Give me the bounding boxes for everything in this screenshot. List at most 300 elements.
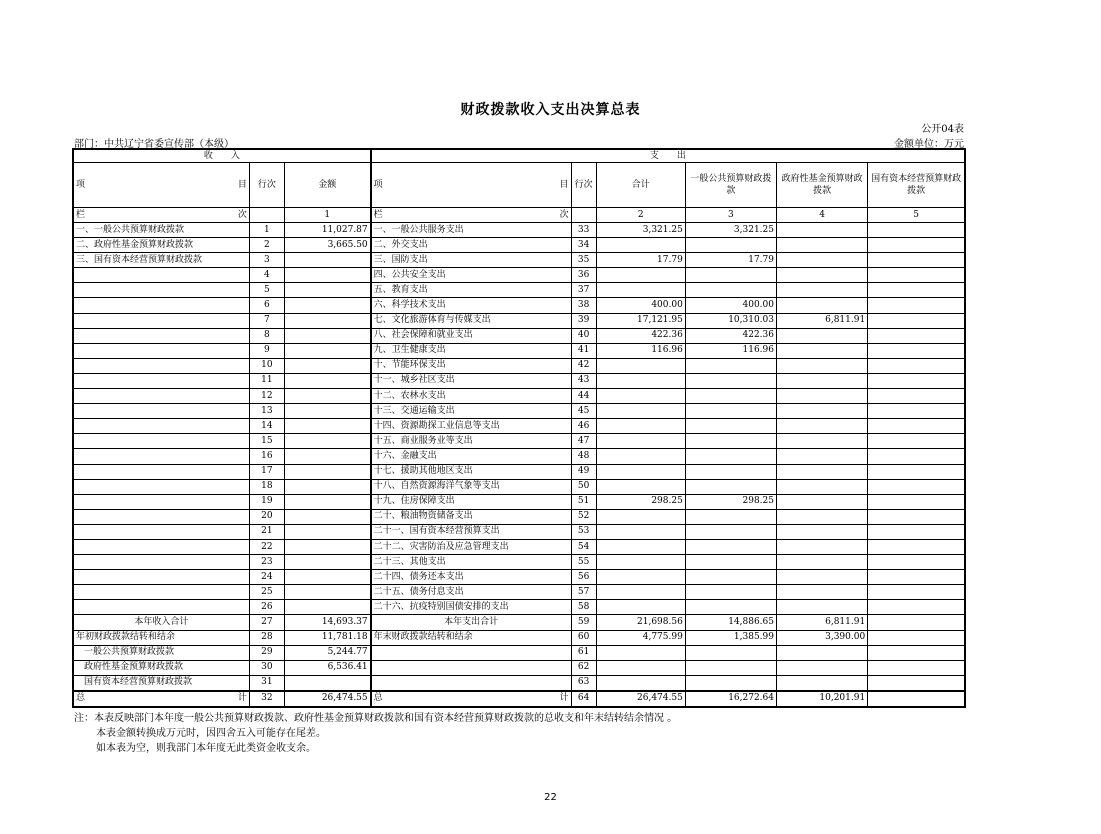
expense-item: 三、国防支出 (371, 253, 571, 268)
note-line: 本表金额转换成万元时，因四舍五入可能存在尾差。 (96, 728, 326, 739)
expense-line-no: 49 (571, 464, 596, 479)
table-row (73, 238, 965, 253)
income-amount-header: 金额 (284, 163, 370, 208)
sub1-expense-no: 61 (571, 645, 596, 660)
income-group-header: 收 入 (73, 149, 371, 163)
income-amount (284, 253, 370, 268)
column-number-row (73, 208, 965, 223)
expense-total (596, 389, 685, 404)
expense-item: 六、科学技术支出 (371, 298, 571, 313)
grand-expense-fund: 10,201.91 (777, 691, 868, 707)
expense-general-budget (685, 404, 776, 419)
sub3-expense-no: 63 (571, 675, 596, 691)
blank-cell (777, 660, 868, 675)
expense-total (596, 509, 685, 524)
expense-general-budget (685, 464, 776, 479)
carryover-sub-row (73, 660, 965, 675)
table-row (73, 343, 965, 358)
expense-gov-fund (777, 253, 868, 268)
income-line-no: 23 (249, 555, 284, 570)
expense-item: 十八、自然资源海洋气象等支出 (371, 479, 571, 494)
income-amount (284, 600, 370, 615)
form-number: 公开04表 (921, 124, 964, 135)
expense-line-no: 53 (571, 524, 596, 539)
expense-item: 二、外交支出 (371, 238, 571, 253)
header-group-row (73, 149, 965, 163)
income-item (73, 555, 249, 570)
grand-total-income-label: 总 计 (73, 691, 249, 707)
expense-item: 十二、农林水支出 (371, 389, 571, 404)
table-row (73, 600, 965, 615)
expense-state-capital (868, 479, 965, 494)
income-item (73, 494, 249, 509)
income-amount (284, 555, 370, 570)
income-item (73, 358, 249, 373)
carryover-sub-row (73, 645, 965, 660)
table-row (73, 509, 965, 524)
income-line-no: 24 (249, 570, 284, 585)
lan-left-cell: 栏 次 (73, 208, 249, 223)
income-line-no: 8 (249, 328, 284, 343)
income-line-no: 26 (249, 600, 284, 615)
income-amount (284, 509, 370, 524)
income-item (73, 600, 249, 615)
table-row (73, 479, 965, 494)
grand-income-no: 32 (249, 691, 284, 707)
blank-cell (371, 645, 571, 660)
expense-gov-fund (777, 479, 868, 494)
lan-total-no: 2 (596, 208, 685, 223)
end-balance-capital (868, 630, 965, 645)
income-line-no: 12 (249, 389, 284, 404)
note-line: 如本表为空，则我部门本年度无此类资金收支余。 (96, 743, 316, 754)
carryover-sub-row (73, 675, 965, 691)
income-amount (284, 389, 370, 404)
expense-line-no: 44 (571, 389, 596, 404)
expense-total (596, 404, 685, 419)
income-amount (284, 419, 370, 434)
expense-state-capital (868, 343, 965, 358)
expense-line-no: 51 (571, 494, 596, 509)
income-line-no: 11 (249, 373, 284, 388)
expense-line-no: 34 (571, 238, 596, 253)
sub2-label: 政府性基金预算财政拨款 (73, 660, 249, 675)
income-line-no: 4 (249, 268, 284, 283)
expense-total: 17,121.95 (596, 313, 685, 328)
income-item (73, 570, 249, 585)
blank-cell (371, 675, 571, 691)
table-row (73, 555, 965, 570)
income-item-header: 项 目 (73, 163, 249, 208)
income-item (73, 479, 249, 494)
expense-total (596, 524, 685, 539)
expense-total (596, 600, 685, 615)
income-item (73, 434, 249, 449)
page-number: 22 (544, 792, 557, 803)
expense-item: 二十一、国有资本经营预算支出 (371, 524, 571, 539)
income-item (73, 404, 249, 419)
expense-general-budget (685, 434, 776, 449)
table-row (73, 585, 965, 600)
expense-general-budget: 10,310.03 (685, 313, 776, 328)
expense-state-capital (868, 298, 965, 313)
income-amount (284, 268, 370, 283)
expense-gov-fund (777, 358, 868, 373)
table-row (73, 419, 965, 434)
end-balance-label: 年末财政拨款结转和结余 (371, 630, 571, 645)
expense-item: 二十四、债务还本支出 (371, 570, 571, 585)
income-amount (284, 434, 370, 449)
year-income-amount: 14,693.37 (284, 615, 370, 630)
table-row (73, 328, 965, 343)
grand-total-expense-label: 总 计 (371, 691, 571, 707)
expense-line-no: 37 (571, 283, 596, 298)
expense-general-budget (685, 570, 776, 585)
income-amount (284, 539, 370, 554)
expense-line-no: 33 (571, 223, 596, 238)
blank-cell (596, 645, 685, 660)
income-amount (284, 283, 370, 298)
note-line: 注：本表反映部门本年度一般公共预算财政拨款、政府性基金预算财政拨款和国有资本经营预算财政拨款的总收支和年末结转结余情况 。 (74, 713, 678, 724)
expense-gov-fund (777, 494, 868, 509)
income-line-no: 5 (249, 283, 284, 298)
expense-general-budget (685, 600, 776, 615)
expense-gov-fund (777, 570, 868, 585)
expense-gov-fund (777, 268, 868, 283)
income-amount (284, 464, 370, 479)
table-row (73, 404, 965, 419)
year-expense-label: 本年支出合计 (371, 615, 571, 630)
expense-state-capital (868, 539, 965, 554)
sub1-no: 29 (249, 645, 284, 660)
year-total-row (73, 615, 965, 630)
expense-gov-fund (777, 238, 868, 253)
expense-line-no: 36 (571, 268, 596, 283)
expense-item: 四、公共安全支出 (371, 268, 571, 283)
income-line-no: 13 (249, 404, 284, 419)
expense-item: 十五、商业服务业等支出 (371, 434, 571, 449)
expense-general-budget: 17.79 (685, 253, 776, 268)
expense-state-capital (868, 268, 965, 283)
blank-cell (868, 660, 965, 675)
income-item (73, 509, 249, 524)
grand-expense-general: 16,272.64 (685, 691, 776, 707)
income-line-no: 9 (249, 343, 284, 358)
expense-state-capital (868, 404, 965, 419)
income-line-no: 2 (249, 238, 284, 253)
income-amount (284, 373, 370, 388)
expense-state-capital (868, 555, 965, 570)
begin-balance-amount: 11,781.18 (284, 630, 370, 645)
income-amount (284, 358, 370, 373)
expense-item: 二十三、其他支出 (371, 555, 571, 570)
expense-total (596, 373, 685, 388)
table-row (73, 223, 965, 238)
expense-line-no: 58 (571, 600, 596, 615)
expense-general-budget: 116.96 (685, 343, 776, 358)
income-amount (284, 313, 370, 328)
expense-gov-fund (777, 328, 868, 343)
expense-line-no: 56 (571, 570, 596, 585)
income-item (73, 268, 249, 283)
income-line-no: 6 (249, 298, 284, 313)
income-item (73, 313, 249, 328)
income-amount: 11,027.87 (284, 223, 370, 238)
expense-general-budget (685, 524, 776, 539)
expense-gov-fund (777, 524, 868, 539)
expense-state-capital (868, 585, 965, 600)
carryover-row (73, 630, 965, 645)
end-balance-general: 1,385.99 (685, 630, 776, 645)
expense-item: 十六、金融支出 (371, 449, 571, 464)
begin-balance-no: 28 (249, 630, 284, 645)
sub2-expense-no: 62 (571, 660, 596, 675)
blank-cell (371, 660, 571, 675)
department-label: 部门：中共辽宁省委宣传部（本级） (74, 139, 234, 150)
lan-blank-cell (249, 208, 284, 223)
table-row (73, 268, 965, 283)
expense-general-budget (685, 283, 776, 298)
income-amount (284, 328, 370, 343)
expense-item: 十四、资源勘探工业信息等支出 (371, 419, 571, 434)
year-income-no: 27 (249, 615, 284, 630)
expense-total (596, 283, 685, 298)
expense-total (596, 555, 685, 570)
expense-line-no: 57 (571, 585, 596, 600)
expense-total: 17.79 (596, 253, 685, 268)
year-expense-capital (868, 615, 965, 630)
expense-total: 116.96 (596, 343, 685, 358)
expense-line-no: 55 (571, 555, 596, 570)
expense-line-no: 40 (571, 328, 596, 343)
table-row (73, 434, 965, 449)
income-item: 一、一般公共预算财政拨款 (73, 223, 249, 238)
expense-item: 十九、住房保障支出 (371, 494, 571, 509)
sub2-amount: 6,536.41 (284, 660, 370, 675)
expense-state-capital (868, 419, 965, 434)
expense-line-no: 39 (571, 313, 596, 328)
header-column-row (73, 163, 965, 208)
income-amount (284, 343, 370, 358)
income-amount (284, 585, 370, 600)
income-item (73, 464, 249, 479)
expense-line-no: 48 (571, 449, 596, 464)
expense-line-no: 38 (571, 298, 596, 313)
income-item (73, 419, 249, 434)
year-income-label: 本年收入合计 (73, 615, 249, 630)
expense-line-no: 52 (571, 509, 596, 524)
expense-gov-fund (777, 343, 868, 358)
end-balance-total: 4,775.99 (596, 630, 685, 645)
expense-state-capital (868, 313, 965, 328)
expense-gov-fund (777, 283, 868, 298)
grand-income-amount: 26,474.55 (284, 691, 370, 707)
grand-expense-capital (868, 691, 965, 707)
sub3-label: 国有资本经营预算财政拨款 (73, 675, 249, 691)
income-line-no: 21 (249, 524, 284, 539)
expense-state-capital (868, 223, 965, 238)
expense-line-no: 46 (571, 419, 596, 434)
year-expense-general: 14,886.65 (685, 615, 776, 630)
expense-general-budget (685, 585, 776, 600)
expense-state-capital (868, 464, 965, 479)
blank-cell (685, 660, 776, 675)
expense-total (596, 268, 685, 283)
income-line-no: 16 (249, 449, 284, 464)
income-line-no: 22 (249, 539, 284, 554)
expense-group-header: 支 出 (371, 149, 965, 163)
table-row (73, 494, 965, 509)
year-expense-total: 21,698.56 (596, 615, 685, 630)
end-balance-no: 60 (571, 630, 596, 645)
income-line-no: 19 (249, 494, 284, 509)
expense-total (596, 464, 685, 479)
grand-expense-total: 26,474.55 (596, 691, 685, 707)
table-row (73, 524, 965, 539)
expense-gov-fund (777, 585, 868, 600)
expense-item: 十、节能环保支出 (371, 358, 571, 373)
expense-gov-fund (777, 389, 868, 404)
total-header: 合计 (596, 163, 685, 208)
expense-state-capital (868, 570, 965, 585)
income-item (73, 283, 249, 298)
table-row (73, 570, 965, 585)
table-row (73, 449, 965, 464)
expense-state-capital (868, 358, 965, 373)
income-line-no: 25 (249, 585, 284, 600)
general-budget-header: 一般公共预算财政拨款 (685, 163, 776, 208)
lan-blank-cell (571, 208, 596, 223)
expense-state-capital (868, 283, 965, 298)
sub3-no: 31 (249, 675, 284, 691)
expense-line-no: 50 (571, 479, 596, 494)
expense-gov-fund (777, 539, 868, 554)
sub1-amount: 5,244.77 (284, 645, 370, 660)
expense-line-no: 41 (571, 343, 596, 358)
expense-general-budget (685, 373, 776, 388)
expense-total: 3,321.25 (596, 223, 685, 238)
expense-item: 九、卫生健康支出 (371, 343, 571, 358)
income-line-no: 20 (249, 509, 284, 524)
income-amount (284, 524, 370, 539)
expense-item: 一、一般公共服务支出 (371, 223, 571, 238)
expense-gov-fund (777, 373, 868, 388)
income-item: 三、国有资本经营预算财政拨款 (73, 253, 249, 268)
expense-state-capital (868, 253, 965, 268)
blank-cell (868, 645, 965, 660)
expense-general-budget (685, 389, 776, 404)
expense-general-budget: 400.00 (685, 298, 776, 313)
expense-general-budget: 3,321.25 (685, 223, 776, 238)
expense-general-budget (685, 238, 776, 253)
expense-gov-fund (777, 464, 868, 479)
blank-cell (596, 660, 685, 675)
expense-general-budget (685, 555, 776, 570)
expense-item: 二十二、灾害防治及应急管理支出 (371, 539, 571, 554)
expense-item: 八、社会保障和就业支出 (371, 328, 571, 343)
lan-amount-no: 1 (284, 208, 370, 223)
expense-state-capital (868, 509, 965, 524)
table-row (73, 464, 965, 479)
income-amount (284, 449, 370, 464)
sub2-no: 30 (249, 660, 284, 675)
table-row (73, 283, 965, 298)
expense-total (596, 419, 685, 434)
footnotes (74, 711, 677, 756)
sub3-amount (284, 675, 370, 691)
income-item (73, 524, 249, 539)
blank-cell (685, 645, 776, 660)
expense-state-capital (868, 600, 965, 615)
expense-gov-fund: 6,811.91 (777, 313, 868, 328)
gov-fund-header: 政府性基金预算财政拨款 (777, 163, 868, 208)
expense-total (596, 238, 685, 253)
blank-cell (777, 645, 868, 660)
income-line-no: 18 (249, 479, 284, 494)
blank-cell (777, 675, 868, 691)
expense-general-budget (685, 479, 776, 494)
begin-balance-label: 年初财政拨款结转和结余 (73, 630, 249, 645)
lan-right-cell: 栏 次 (371, 208, 571, 223)
income-amount (284, 404, 370, 419)
sub1-label: 一般公共预算财政拨款 (73, 645, 249, 660)
blank-cell (868, 675, 965, 691)
expense-total (596, 449, 685, 464)
expense-state-capital (868, 449, 965, 464)
expense-line-no: 43 (571, 373, 596, 388)
income-line-no: 1 (249, 223, 284, 238)
table-row (73, 389, 965, 404)
expense-gov-fund (777, 509, 868, 524)
end-balance-fund: 3,390.00 (777, 630, 868, 645)
expense-line-no: 35 (571, 253, 596, 268)
expense-item: 七、文化旅游体育与传媒支出 (371, 313, 571, 328)
expense-line-no: 45 (571, 404, 596, 419)
table-row (73, 539, 965, 554)
expense-item: 五、教育支出 (371, 283, 571, 298)
expense-total (596, 434, 685, 449)
expense-total (596, 539, 685, 554)
income-line-no: 3 (249, 253, 284, 268)
income-amount (284, 570, 370, 585)
table-row (73, 253, 965, 268)
blank-cell (596, 675, 685, 691)
expense-total (596, 479, 685, 494)
income-line-no: 7 (249, 313, 284, 328)
expense-general-budget: 422.36 (685, 328, 776, 343)
expense-total: 298.25 (596, 494, 685, 509)
table-row (73, 313, 965, 328)
expense-gov-fund (777, 600, 868, 615)
income-item (73, 328, 249, 343)
table-row (73, 373, 965, 388)
expense-state-capital (868, 389, 965, 404)
expense-general-budget (685, 268, 776, 283)
expense-item-header: 项 目 (371, 163, 571, 208)
income-item (73, 539, 249, 554)
expense-gov-fund (777, 223, 868, 238)
income-amount (284, 494, 370, 509)
expense-general-budget (685, 509, 776, 524)
expense-state-capital (868, 238, 965, 253)
income-item (73, 389, 249, 404)
income-item (73, 298, 249, 313)
income-item (73, 449, 249, 464)
expense-state-capital (868, 494, 965, 509)
income-line-no: 14 (249, 419, 284, 434)
year-expense-no: 59 (571, 615, 596, 630)
expense-total (596, 358, 685, 373)
